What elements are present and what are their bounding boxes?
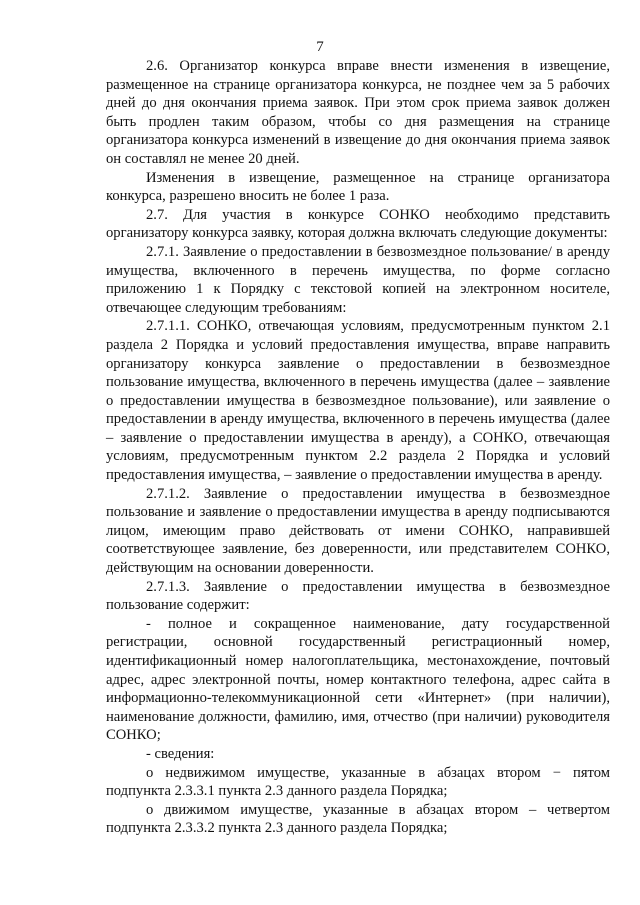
paragraph-2-7-1-3: 2.7.1.3. Заявление о предоставлении имущества в безвозмездное пользование содержит: [106, 578, 610, 614]
page-number: 7 [316, 39, 324, 55]
paragraph-2-7-1-1: 2.7.1.1. СОНКО, отвечающая условиям, предусмотренным пунктом 2.1 раздела 2 Порядка и условий предоставления имущества, вправе направить организатору конкурса заявление о предоставлении в безвозмездное пользование имущества, включенного в перечень имущества (далее – заявление о предоставлении имущества в безвозмездное пользование), или заявление о предоставлении в аренду имущества, включенного в перечень имущества (далее – заявление о предоставлении имущества в аренду), а СОНКО, отвечающая условиям, предусмотренным пунктом 2.2 раздела 2 Порядка и условий предоставления имущества, – заявление о предоставлении имущества в аренду. [106, 318, 610, 484]
list-item-organization-details: - полное и сокращенное наименование, дату государственной регистрации, основной государственный регистрационный номер, идентификационный номер налогоплательщика, местонахождение, почтовый адрес, адрес электронной почты, номер контактного телефона, адрес сайта в информационно-телекоммуникационной сети «Интернет» (при наличии), наименование должности, фамилию, имя, отчество (при наличии) руководителя СОНКО; [106, 615, 610, 744]
paragraph-real-estate: о недвижимом имуществе, указанные в абзацах втором − пятом подпункта 2.3.3.1 пункта 2.3 данного раздела Порядка; [106, 764, 610, 800]
paragraph-2-7: 2.7. Для участия в конкурсе СОНКО необходимо представить организатору конкурса заявку, которая должна включать следующие документы: [106, 206, 610, 242]
paragraph-movable-property: о движимом имуществе, указанные в абзацах втором – четвертом подпункта 2.3.3.2 пункта 2.3 данного раздела Порядка; [106, 801, 610, 837]
list-item-information: - сведения: [146, 745, 215, 762]
paragraph-2-7-1: 2.7.1. Заявление о предоставлении в безвозмездное пользование/ в аренду имущества, включенного в перечень имущества, по форме согласно приложению 1 к Порядку с текстовой копией на электронном носителе, отвечающее следующим требованиям: [106, 243, 610, 316]
paragraph-changes-limit: Изменения в извещение, размещенное на странице организатора конкурса, разрешено вносить не более 1 раза. [106, 169, 610, 205]
document-body [106, 57, 610, 838]
paragraph-2-7-1-2: 2.7.1.2. Заявление о предоставлении имущества в безвозмездное пользование и заявление о предоставлении имущества в аренду подписываются лицом, имеющим право действовать от имени СОНКО, направившей соответствующее заявление, без доверенности, или представителем СОНКО, действующим на основании доверенности. [106, 485, 610, 577]
paragraph-2-6: 2.6. Организатор конкурса вправе внести изменения в извещение, размещенное на странице организатора конкурса, не позднее чем за 5 рабочих дней до дня окончания приема заявок. При этом срок приема заявок должен быть продлен таким образом, чтобы со дня размещения на странице организатора конкурса изменений в извещение до дня окончания приема заявок он составлял не менее 20 дней. [106, 58, 610, 167]
